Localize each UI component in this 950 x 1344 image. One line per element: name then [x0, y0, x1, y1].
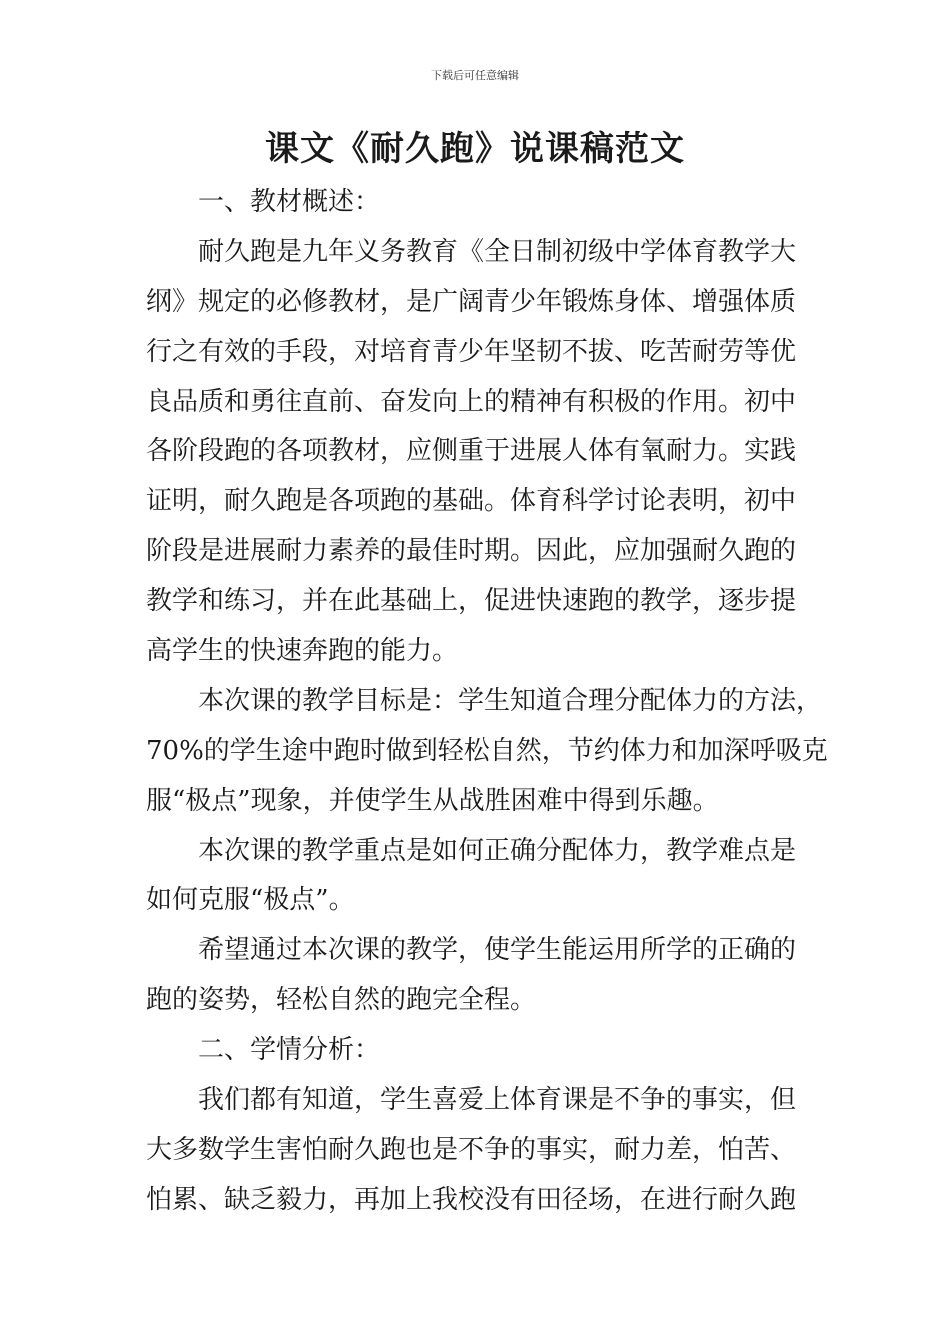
document-body [146, 178, 826, 1226]
header-note: 下载后可任意编辑 [431, 69, 519, 82]
document-title: 课文《耐久跑》说课稿范文 [265, 129, 685, 169]
body-text-line: 证明，耐久跑是各项跑的基础。体育科学讨论表明，初中 [146, 486, 797, 517]
body-text-line: 良品质和勇往直前、奋发向上的精神有积极的作用。初中 [146, 386, 797, 417]
body-text-line: 纲》规定的必修教材，是广阔青少年锻炼身体、增强体质 [146, 286, 797, 317]
body-text-line: 如何克服“极点”。 [146, 885, 355, 916]
body-text-line: 本次课的教学目标是：学生知道合理分配体力的方法， [198, 685, 823, 716]
body-text-line: 跑的姿势，轻松自然的跑完全程。 [146, 985, 537, 1016]
body-text-line: 希望通过本次课的教学，使学生能运用所学的正确的 [198, 935, 797, 966]
body-text-line: 怕累、缺乏毅力，再加上我校没有田径场，在进行耐久跑 [146, 1184, 797, 1215]
body-text-line: 高学生的快速奔跑的能力。 [146, 636, 459, 667]
body-text-line: 教学和练习，并在此基础上，促进快速跑的教学，逐步提 [146, 586, 797, 617]
body-text-line: 耐久跑是九年义务教育《全日制初级中学体育教学大 [198, 236, 797, 267]
section-heading: 二、学情分析： [198, 1035, 381, 1066]
body-text-line: 各阶段跑的各项教材，应侧重于进展人体有氧耐力。实践 [146, 436, 797, 467]
body-text-line: 我们都有知道，学生喜爱上体育课是不争的事实，但 [198, 1085, 797, 1116]
body-text-line: 本次课的教学重点是如何正确分配体力，教学难点是 [198, 835, 797, 866]
body-text-line: 大多数学生害怕耐久跑也是不争的事实，耐力差，怕苦、 [146, 1134, 797, 1165]
section-heading: 一、教材概述： [198, 187, 381, 217]
body-text-line: 70%的学生途中跑时做到轻松自然，节约体力和加深呼吸克 [146, 735, 828, 766]
body-text-line: 行之有效的手段，对培育青少年坚韧不拔、吃苦耐劳等优 [146, 336, 797, 367]
body-text-line: 阶段是进展耐力素养的最佳时期。因此，应加强耐久跑的 [146, 536, 797, 567]
body-text-line: 服“极点”现象，并使学生从战胜困难中得到乐趣。 [146, 785, 719, 816]
